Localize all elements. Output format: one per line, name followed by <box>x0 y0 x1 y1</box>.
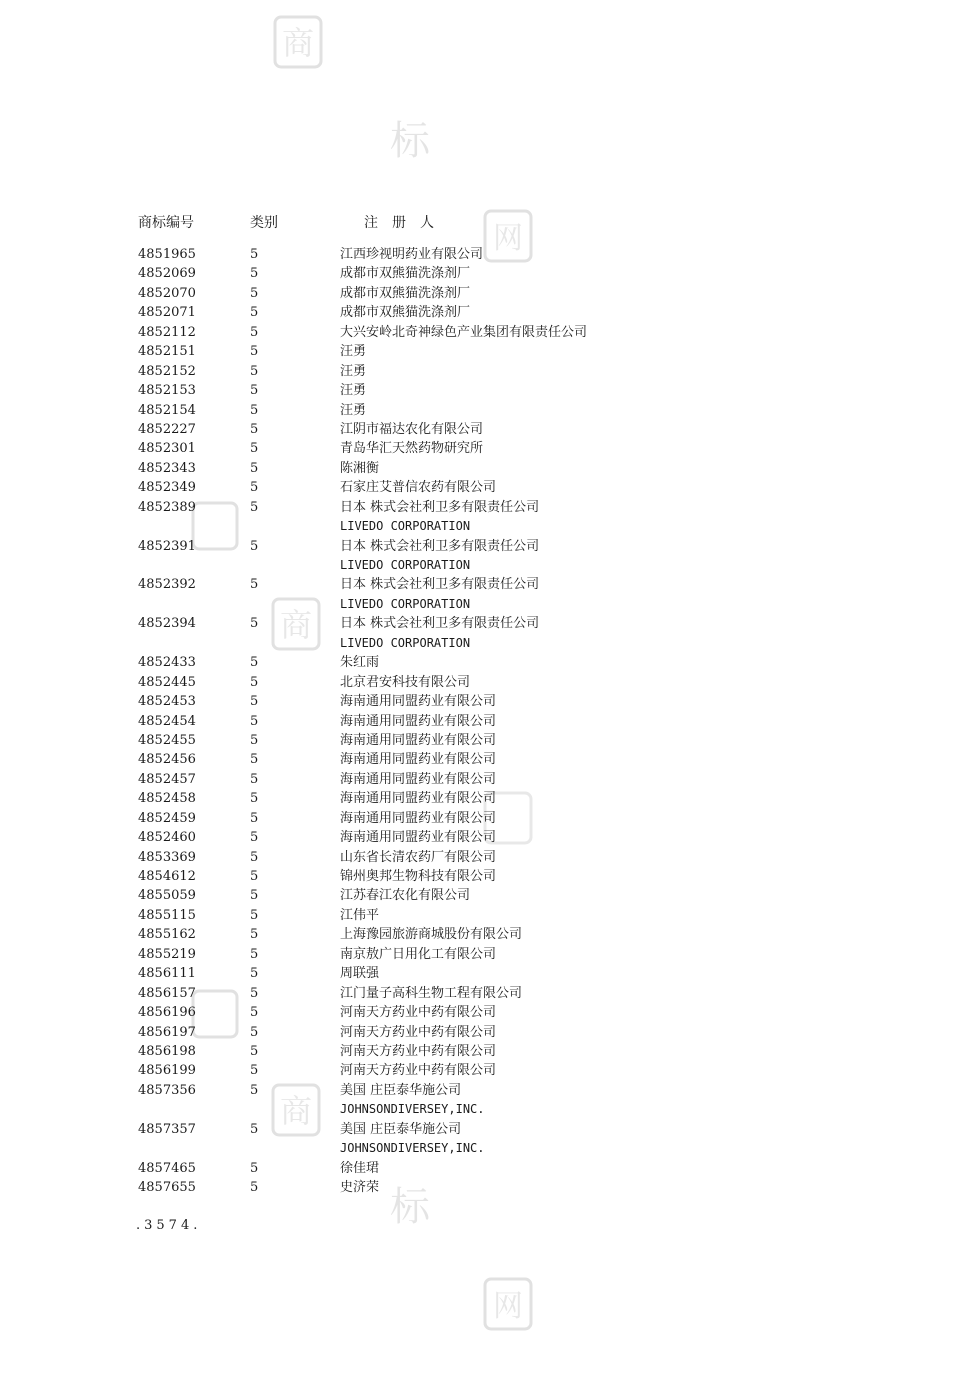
class-value: 5 <box>250 1043 259 1059</box>
class-value: 5 <box>250 927 259 943</box>
registrant-name: LIVEDO CORPORATION <box>340 596 471 611</box>
registrant-name: 日本 株式会社利卫多有限责任公司 <box>340 577 540 593</box>
trademark-number: 4852153 <box>138 383 196 399</box>
trademark-number: 4857655 <box>138 1180 196 1195</box>
class-value: 5 <box>250 324 259 340</box>
table-row <box>138 439 838 458</box>
trademark-number: 4852151 <box>138 344 196 360</box>
class-value: 5 <box>250 402 259 418</box>
table-header <box>138 212 838 234</box>
trademark-number: 4852454 <box>138 713 196 729</box>
registrant-name: 日本 株式会社利卫多有限责任公司 <box>340 538 540 554</box>
registrant-name: LIVEDO CORPORATION <box>340 519 471 534</box>
trademark-number: 4856199 <box>138 1063 196 1079</box>
registrant-name: 海南通用同盟药业有限公司 <box>340 713 497 729</box>
table-row <box>138 1159 838 1178</box>
table-row <box>138 614 838 633</box>
class-value: 5 <box>250 460 259 476</box>
trademark-number: 4852343 <box>138 460 196 476</box>
svg-text:标: 标 <box>390 118 430 164</box>
class-value: 5 <box>250 713 259 729</box>
registrant-name: 美国 庄臣泰华施公司 <box>340 1082 462 1098</box>
table-row <box>138 245 838 264</box>
class-value: 5 <box>250 732 259 748</box>
trademark-number: 4852460 <box>138 830 196 846</box>
trademark-number: 4852458 <box>138 791 196 807</box>
trademark-number: 4852445 <box>138 674 196 690</box>
table-row-continuation <box>138 1139 838 1158</box>
svg-text:商: 商 <box>279 606 313 644</box>
trademark-number: 4852301 <box>138 441 196 457</box>
table-row <box>138 1178 838 1197</box>
registrant-name: 江西珍视明药业有限公司 <box>340 247 484 262</box>
registrant-name: 锦州奥邦生物科技有限公司 <box>340 869 497 884</box>
class-value: 5 <box>250 1024 259 1040</box>
table-row <box>138 1081 838 1100</box>
registrant-name: 江伟平 <box>340 907 380 923</box>
trademark-number: 4856196 <box>138 1005 196 1021</box>
registrant-name: 海南通用同盟药业有限公司 <box>340 810 497 826</box>
class-value: 5 <box>250 499 259 515</box>
table-row <box>138 401 838 420</box>
registrant-name: 汪勇 <box>340 363 367 379</box>
table-row <box>138 1120 838 1139</box>
registrant-name: JOHNSONDIVERSEY,INC. <box>340 1141 485 1156</box>
registrant-name: 周联强 <box>340 966 380 982</box>
class-value: 5 <box>250 1160 259 1176</box>
registrant-name: 河南天方药业中药有限公司 <box>340 1063 497 1079</box>
class-value: 5 <box>250 674 259 690</box>
table-row <box>138 731 838 750</box>
page-number: .3574. <box>136 1218 202 1233</box>
class-value: 5 <box>250 907 259 923</box>
table-row <box>138 459 838 478</box>
table-row <box>138 303 838 322</box>
table-row-continuation <box>138 595 838 614</box>
trademark-number: 4852433 <box>138 655 196 671</box>
table-row <box>138 1023 838 1042</box>
registrant-name: 日本 株式会社利卫多有限责任公司 <box>340 616 540 632</box>
trademark-number: 4852349 <box>138 480 196 496</box>
class-value: 5 <box>250 247 259 262</box>
registrant-name: 汪勇 <box>340 402 367 418</box>
registrant-name: 成都市双熊猫洗涤剂厂 <box>340 266 471 282</box>
class-value: 5 <box>250 480 259 496</box>
class-value: 5 <box>250 1082 259 1098</box>
registrant-name: 成都市双熊猫洗涤剂厂 <box>340 285 471 301</box>
registrant-name: 江阴市福达农化有限公司 <box>340 421 484 437</box>
table-row <box>138 984 838 1003</box>
table-row <box>138 1003 838 1022</box>
registrant-name: LIVEDO CORPORATION <box>340 558 471 572</box>
trademark-number: 4855219 <box>138 946 196 962</box>
registrant-name: 大兴安岭北奇神绿色产业集团有限责任公司 <box>340 324 588 340</box>
table-row-continuation <box>138 556 838 575</box>
svg-text:网: 网 <box>493 1289 523 1324</box>
registrant-name: 朱红雨 <box>340 655 380 671</box>
registrant-name: 江苏春江农化有限公司 <box>340 888 471 904</box>
watermark-stamp <box>272 14 324 70</box>
class-value: 5 <box>250 752 259 768</box>
registrant-name: 河南天方药业中药有限公司 <box>340 1005 497 1021</box>
class-value: 5 <box>250 810 259 826</box>
header-registrant: 注册人 <box>364 215 448 231</box>
class-value: 5 <box>250 344 259 360</box>
table-row-continuation <box>138 634 838 653</box>
class-value: 5 <box>250 383 259 399</box>
registrant-name: 徐佳珺 <box>340 1160 380 1176</box>
registrant-name: 海南通用同盟药业有限公司 <box>340 732 497 748</box>
trademark-number: 4852071 <box>138 305 196 321</box>
class-value: 5 <box>250 616 259 632</box>
table-row <box>138 653 838 672</box>
class-value: 5 <box>250 791 259 807</box>
trademark-number: 4857465 <box>138 1160 196 1176</box>
registrant-name: 陈湘衡 <box>340 460 380 476</box>
table-row <box>138 1061 838 1080</box>
table-row <box>138 712 838 731</box>
registrant-name: 海南通用同盟药业有限公司 <box>340 771 497 787</box>
registrant-name: 日本 株式会社利卫多有限责任公司 <box>340 499 540 515</box>
registrant-name: 海南通用同盟药业有限公司 <box>340 830 497 846</box>
table-row <box>138 886 838 905</box>
class-value: 5 <box>250 538 259 554</box>
table-row <box>138 1042 838 1061</box>
trademark-number: 4855162 <box>138 927 196 943</box>
table-row-continuation <box>138 517 838 536</box>
class-value: 5 <box>250 655 259 671</box>
trademark-number: 4852392 <box>138 577 196 593</box>
table-row <box>138 828 838 847</box>
class-value: 5 <box>250 1005 259 1021</box>
table-row <box>138 420 838 439</box>
trademark-number: 4857357 <box>138 1121 196 1137</box>
trademark-table <box>138 245 838 1197</box>
table-row <box>138 342 838 361</box>
registrant-name: 山东省长清农药厂有限公司 <box>340 849 497 865</box>
trademark-number: 4856111 <box>138 966 196 982</box>
class-value: 5 <box>250 1121 259 1137</box>
table-row <box>138 789 838 808</box>
class-value: 5 <box>250 1063 259 1079</box>
registrant-name: 海南通用同盟药业有限公司 <box>340 791 497 807</box>
class-value: 5 <box>250 421 259 437</box>
trademark-number: 4852069 <box>138 266 196 282</box>
trademark-number: 4852391 <box>138 538 196 554</box>
trademark-number: 4852154 <box>138 402 196 418</box>
registrant-name: 成都市双熊猫洗涤剂厂 <box>340 305 471 321</box>
table-row <box>138 848 838 867</box>
watermark-stamp <box>382 110 438 166</box>
class-value: 5 <box>250 694 259 710</box>
registrant-name: 上海豫园旅游商城股份有限公司 <box>340 927 523 943</box>
class-value: 5 <box>250 888 259 904</box>
trademark-number: 4852453 <box>138 694 196 710</box>
table-row <box>138 381 838 400</box>
trademark-number: 4852152 <box>138 363 196 379</box>
trademark-number: 4854612 <box>138 869 196 884</box>
registrant-name: JOHNSONDIVERSEY,INC. <box>340 1102 485 1117</box>
watermark-stamp <box>482 1276 534 1332</box>
table-row-continuation <box>138 1100 838 1119</box>
class-value: 5 <box>250 966 259 982</box>
trademark-number: 4853369 <box>138 849 196 865</box>
table-row <box>138 537 838 556</box>
trademark-number: 4855115 <box>138 907 196 923</box>
table-row <box>138 867 838 886</box>
table-row <box>138 673 838 692</box>
trademark-number: 4856197 <box>138 1024 196 1040</box>
trademark-number: 4852455 <box>138 732 196 748</box>
registrant-name: 海南通用同盟药业有限公司 <box>340 694 497 710</box>
svg-text:标: 标 <box>390 1184 430 1230</box>
svg-text:网: 网 <box>493 221 523 256</box>
trademark-number: 4855059 <box>138 888 196 904</box>
class-value: 5 <box>250 985 259 1001</box>
trademark-number: 4852394 <box>138 616 196 632</box>
table-row <box>138 264 838 283</box>
trademark-number: 4852070 <box>138 285 196 301</box>
table-row <box>138 362 838 381</box>
registrant-name: 江门量子高科生物工程有限公司 <box>340 985 523 1001</box>
trademark-number: 4856157 <box>138 985 196 1001</box>
class-value: 5 <box>250 771 259 787</box>
registrant-name: LIVEDO CORPORATION <box>340 635 471 650</box>
registrant-name: 河南天方药业中药有限公司 <box>340 1043 497 1059</box>
trademark-number: 4852457 <box>138 771 196 787</box>
registrant-name: 河南天方药业中药有限公司 <box>340 1024 497 1040</box>
class-value: 5 <box>250 441 259 457</box>
header-class: 类别 <box>250 215 278 231</box>
trademark-number: 4852227 <box>138 421 196 437</box>
class-value: 5 <box>250 830 259 846</box>
registrant-name: 史济荣 <box>340 1180 380 1195</box>
trademark-number: 4852456 <box>138 752 196 768</box>
table-row <box>138 284 838 303</box>
table-row <box>138 498 838 517</box>
table-row <box>138 692 838 711</box>
registrant-name: 石家庄艾普信农药有限公司 <box>340 480 497 496</box>
trademark-number: 4852389 <box>138 499 196 515</box>
svg-text:商: 商 <box>279 1092 313 1130</box>
svg-text:商: 商 <box>281 24 315 62</box>
class-value: 5 <box>250 849 259 865</box>
table-row <box>138 906 838 925</box>
trademark-number: 4852112 <box>138 324 196 340</box>
class-value: 5 <box>250 305 259 321</box>
trademark-number: 4856198 <box>138 1043 196 1059</box>
class-value: 5 <box>250 1180 259 1195</box>
registrant-name: 北京君安科技有限公司 <box>340 674 471 690</box>
trademark-number: 4851965 <box>138 247 196 262</box>
registrant-name: 汪勇 <box>340 344 367 360</box>
class-value: 5 <box>250 869 259 884</box>
table-row <box>138 809 838 828</box>
table-row <box>138 323 838 342</box>
trademark-number: 4857356 <box>138 1082 196 1098</box>
class-value: 5 <box>250 577 259 593</box>
registrant-name: 汪勇 <box>340 383 367 399</box>
table-row <box>138 750 838 769</box>
class-value: 5 <box>250 285 259 301</box>
registrant-name: 南京敖广日用化工有限公司 <box>340 946 497 962</box>
registrant-name: 青岛华汇天然药物研究所 <box>340 441 484 457</box>
class-value: 5 <box>250 266 259 282</box>
class-value: 5 <box>250 946 259 962</box>
table-row <box>138 945 838 964</box>
table-row <box>138 478 838 497</box>
table-row <box>138 964 838 983</box>
table-row <box>138 575 838 594</box>
registrant-name: 海南通用同盟药业有限公司 <box>340 752 497 768</box>
header-trademark-number: 商标编号 <box>138 215 194 231</box>
registrant-name: 美国 庄臣泰华施公司 <box>340 1121 462 1137</box>
trademark-number: 4852459 <box>138 810 196 826</box>
table-row <box>138 770 838 789</box>
table-row <box>138 925 838 944</box>
class-value: 5 <box>250 363 259 379</box>
